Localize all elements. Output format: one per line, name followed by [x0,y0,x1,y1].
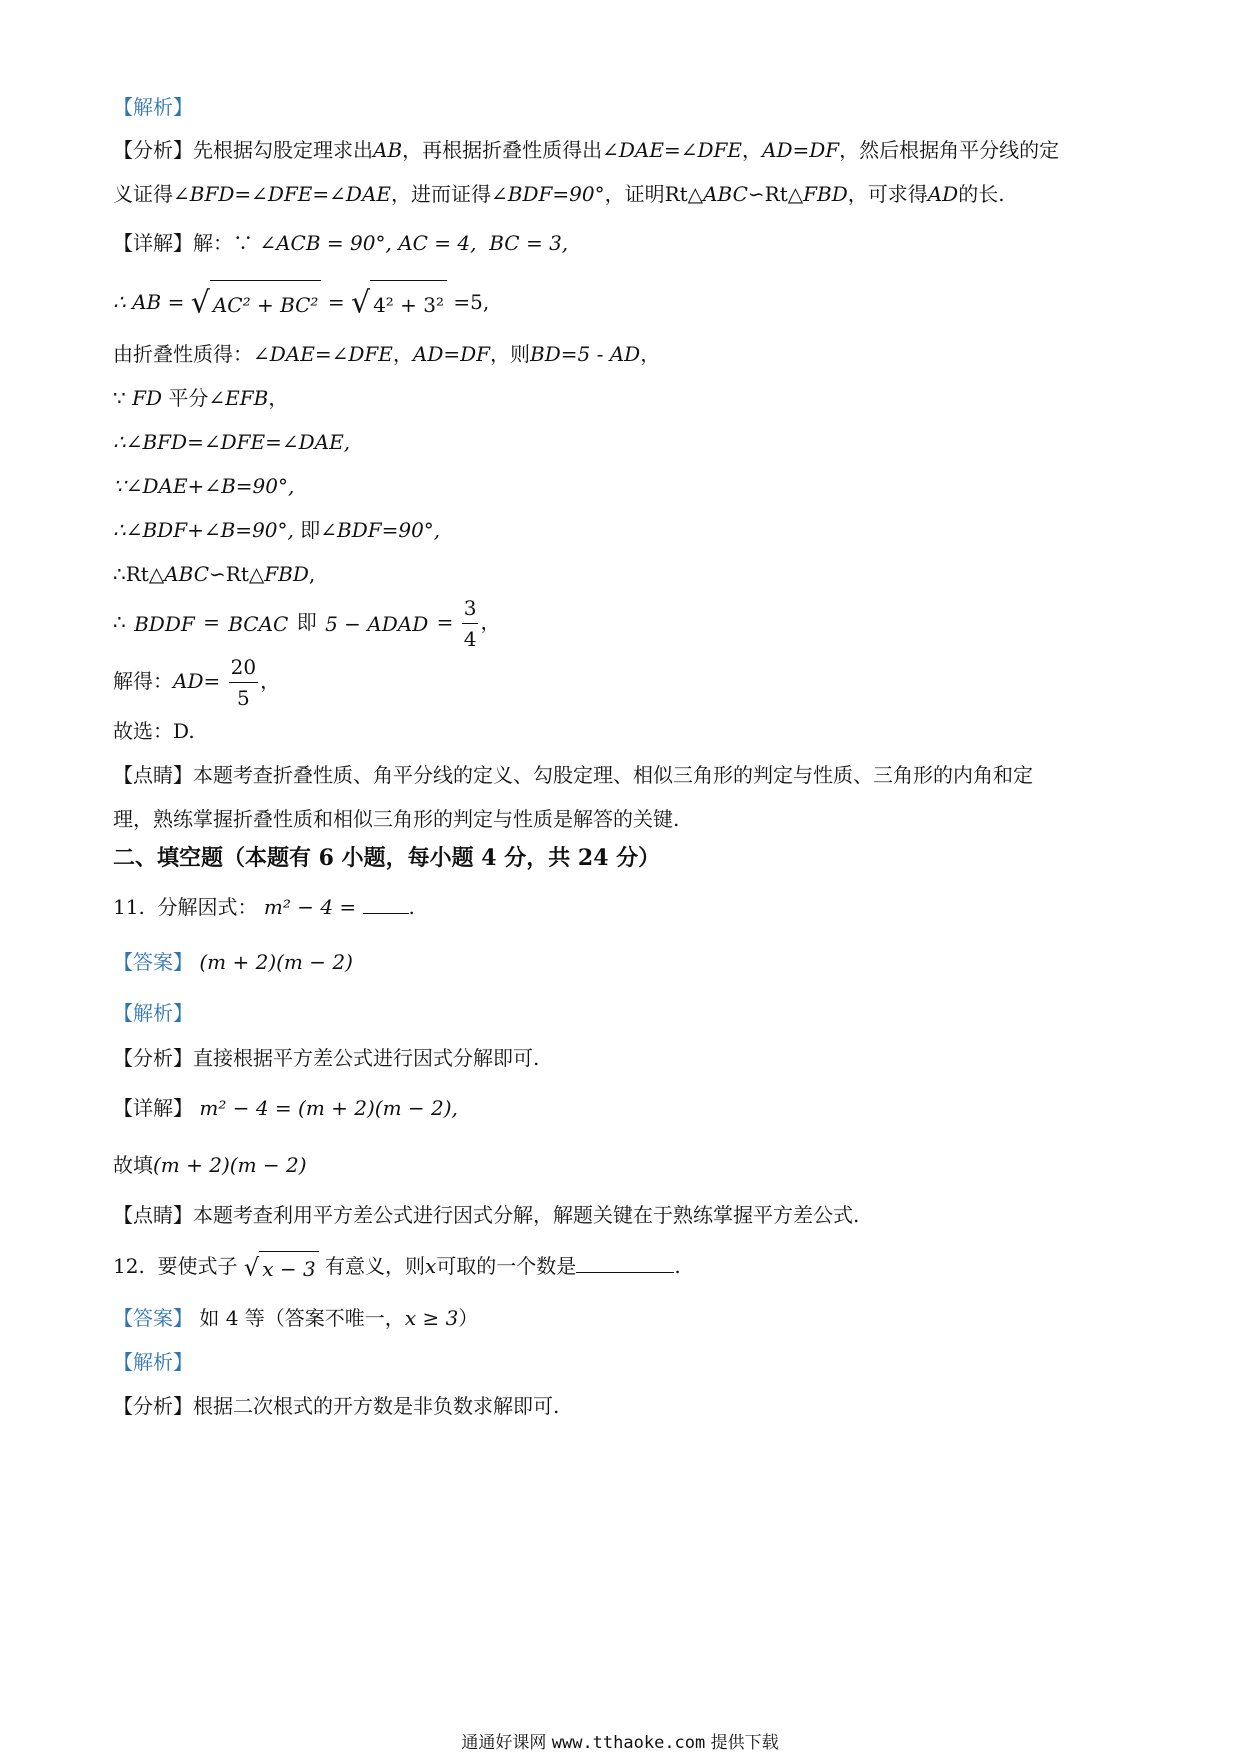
numerator: BD [134,611,165,636]
q10-fenxi-line2 [113,179,1005,209]
formula: ∴∠BDF+∠B=90°, [113,518,294,542]
q11-answer [113,947,353,977]
text: ， [392,342,413,366]
q11-fill [113,1150,307,1180]
triangle: ABC [703,182,748,206]
text: ，可求得 [847,182,928,206]
sqrt [244,1251,319,1284]
formula: ∠BDF=90°, [320,518,441,542]
denominator: 5 [236,686,250,710]
q11-stem [113,891,415,922]
q10-dianjing-line2: 理，熟练掌握折叠性质和相似三角形的判定与性质是解答的关键. [113,807,680,831]
text: ， [742,138,763,162]
dianjing-label: 【点睛】 [113,1203,193,1227]
question-number: 12. [113,1254,145,1278]
dianjing-label: 【点睛】 [113,763,193,787]
q12-jiexi-label: 【解析】 [113,1350,193,1374]
q10-ab-line [113,280,489,327]
text: ，证明 [604,182,665,206]
radical-sign: √ [243,1253,260,1282]
q11-dianjing [113,1200,859,1230]
radical-sign: √ [350,285,371,321]
formula: ∠BFD=∠DFE=∠DAE [173,182,391,206]
q10-line-similar [113,559,315,589]
fraction [228,609,288,639]
text: ，然后根据角平分线的定 [839,138,1060,162]
formula: x ≥ 3 [404,1306,459,1330]
formula: m² − 4 = (m + 2)(m − 2), [199,1096,458,1120]
formula: AD=DF [762,138,840,162]
sqrt [351,280,447,327]
q10-line-right-angle [113,515,440,545]
variable: x [425,1254,437,1278]
formula: ∠DAE=∠DFE [253,342,393,366]
text: , [308,562,316,586]
q10-jiexi-label: 【解析】 [113,95,193,119]
q10-line-bisect [113,383,288,413]
text: ，进而证得 [391,182,491,206]
q10-ratio-line [113,593,500,654]
radical-sign: √ [190,285,210,321]
numerator: 5 − AD [325,611,398,636]
formula: AD=DF [412,342,491,366]
xiangjie-label: 【详解】 [113,1096,193,1120]
text: = [436,610,454,634]
answer-label: 【答案】 [113,1306,193,1330]
denominator: DF [164,611,195,636]
q11-fenxi [113,1043,539,1073]
formula: (m + 2)(m − 2) [153,1153,307,1177]
text: 直接根据平方差公式进行因式分解即可. [193,1046,540,1070]
section-heading: 二、填空题（本题有 6 小题，每小题 4 分，共 24 分） [113,845,661,871]
formula: ∴∠BFD=∠DFE=∠DAE, [113,430,351,454]
text: ∴ [113,610,126,634]
text: 平分 [168,386,209,410]
text: 根据二次根式的开方数是非负数求解即可. [193,1394,560,1418]
radicand: x − 3 [259,1251,318,1284]
text: 要使式子 [157,1254,238,1278]
text: 如 4 等（答案不唯一， [199,1306,405,1330]
q10-line-fold [113,339,660,369]
text: 由折叠性质得： [113,342,253,366]
text: 的长. [958,182,1005,206]
text: ， [640,342,661,366]
text: ，则 [490,342,531,366]
text: ） [458,1306,479,1330]
text: 可取的一个数是 [436,1254,577,1278]
sqrt [191,280,322,327]
fenxi-label: 【分析】 [113,1394,193,1418]
q12-answer [113,1303,478,1333]
footer-note: 提供下载 [710,1733,779,1753]
answer-label: 【答案】 [113,950,193,974]
text: ∽Rt△ [747,182,804,206]
formula: (m + 2)(m − 2) [199,950,353,974]
text: Rt△ [664,182,704,206]
text: ，再根据折叠性质得出 [402,138,603,162]
text: 本题考查折叠性质、角平分线的定义、勾股定理、相似三角形的判定与性质、三角形的内角和定 [193,763,1033,787]
text: = [327,290,345,314]
text: 义证得 [113,182,173,206]
triangle: FBD [803,182,848,206]
text: 有意义，则 [325,1254,426,1278]
text: 即 [296,610,317,634]
fraction [229,652,258,713]
text: ∴Rt△ [113,562,165,586]
text: 先根据勾股定理求出 [193,138,373,162]
denominator: AC [258,611,289,636]
text: ∽Rt△ [209,562,265,586]
triangle: ABC [164,562,210,586]
formula: BD=5 - AD [530,342,641,366]
q10-line-sum [113,471,294,501]
formula: ∠EFB [208,386,269,410]
footer-site-name: 通通好课网 [461,1733,547,1753]
q12-fenxi [113,1391,559,1421]
q10-xiangjie-line [113,228,568,258]
numerator: BC [228,611,259,636]
text: ∵ [113,386,126,410]
text: 本题考查利用平方差公式进行因式分解，解题关键在于熟练掌握平方差公式. [193,1203,860,1227]
segment: FD [132,386,163,410]
radicand: 4² + 3² [370,280,447,327]
text: 分解因式： [157,895,258,919]
page-footer [0,1728,1240,1753]
q10-solve-line [113,652,280,713]
footer-url[interactable]: www.tthaoke.com [551,1733,706,1753]
text: 即 [300,518,321,542]
question-number: 11. [113,895,145,919]
fenxi-label: 【分析】 [113,1046,193,1070]
text: =5, [453,290,490,314]
q10-line-angles [113,427,350,457]
segment: AD [927,182,959,206]
text: 解得： [113,669,173,693]
text: ， [260,669,281,693]
answer-blank [576,1250,674,1273]
triangle: FBD [264,562,309,586]
fenxi-label: 【分析】 [113,138,193,162]
radicand: AC² + BC² [210,280,322,327]
text: ， [268,386,289,410]
q12-stem [113,1250,681,1284]
numerator: 3 [462,593,479,624]
text: 解：∵ [193,231,253,255]
text: . [408,895,415,919]
formula: BC = 3, [489,231,569,255]
formula: ∠ACB = 90°, AC = 4, [259,231,477,255]
text: 故填 [113,1153,153,1177]
answer-blank [363,891,409,914]
fraction [134,609,195,639]
q10-fenxi-line1 [113,135,1059,165]
formula: ∴ AB = [113,290,185,314]
segment: AB [373,138,403,162]
formula: ∵∠DAE+∠B=90°, [113,474,295,498]
text: . [674,1254,681,1278]
text: = [203,610,220,634]
denominator: 4 [463,627,477,651]
formula: AD= [173,669,221,693]
xiangjie-label: 【详解】 [113,231,193,255]
q10-choose: 故选：D. [113,719,195,743]
fraction [325,609,428,639]
q10-dianjing-line1 [113,760,1033,790]
q11-xiangjie [113,1093,458,1123]
formula: m² − 4 = [263,895,357,919]
text: ， [480,610,501,634]
formula: ∠BDF=90° [491,182,605,206]
q11-jiexi-label: 【解析】 [113,1001,193,1025]
fraction [462,593,479,654]
formula: ∠DAE=∠DFE [602,138,743,162]
numerator: 20 [229,652,258,683]
denominator: AD [397,611,429,636]
